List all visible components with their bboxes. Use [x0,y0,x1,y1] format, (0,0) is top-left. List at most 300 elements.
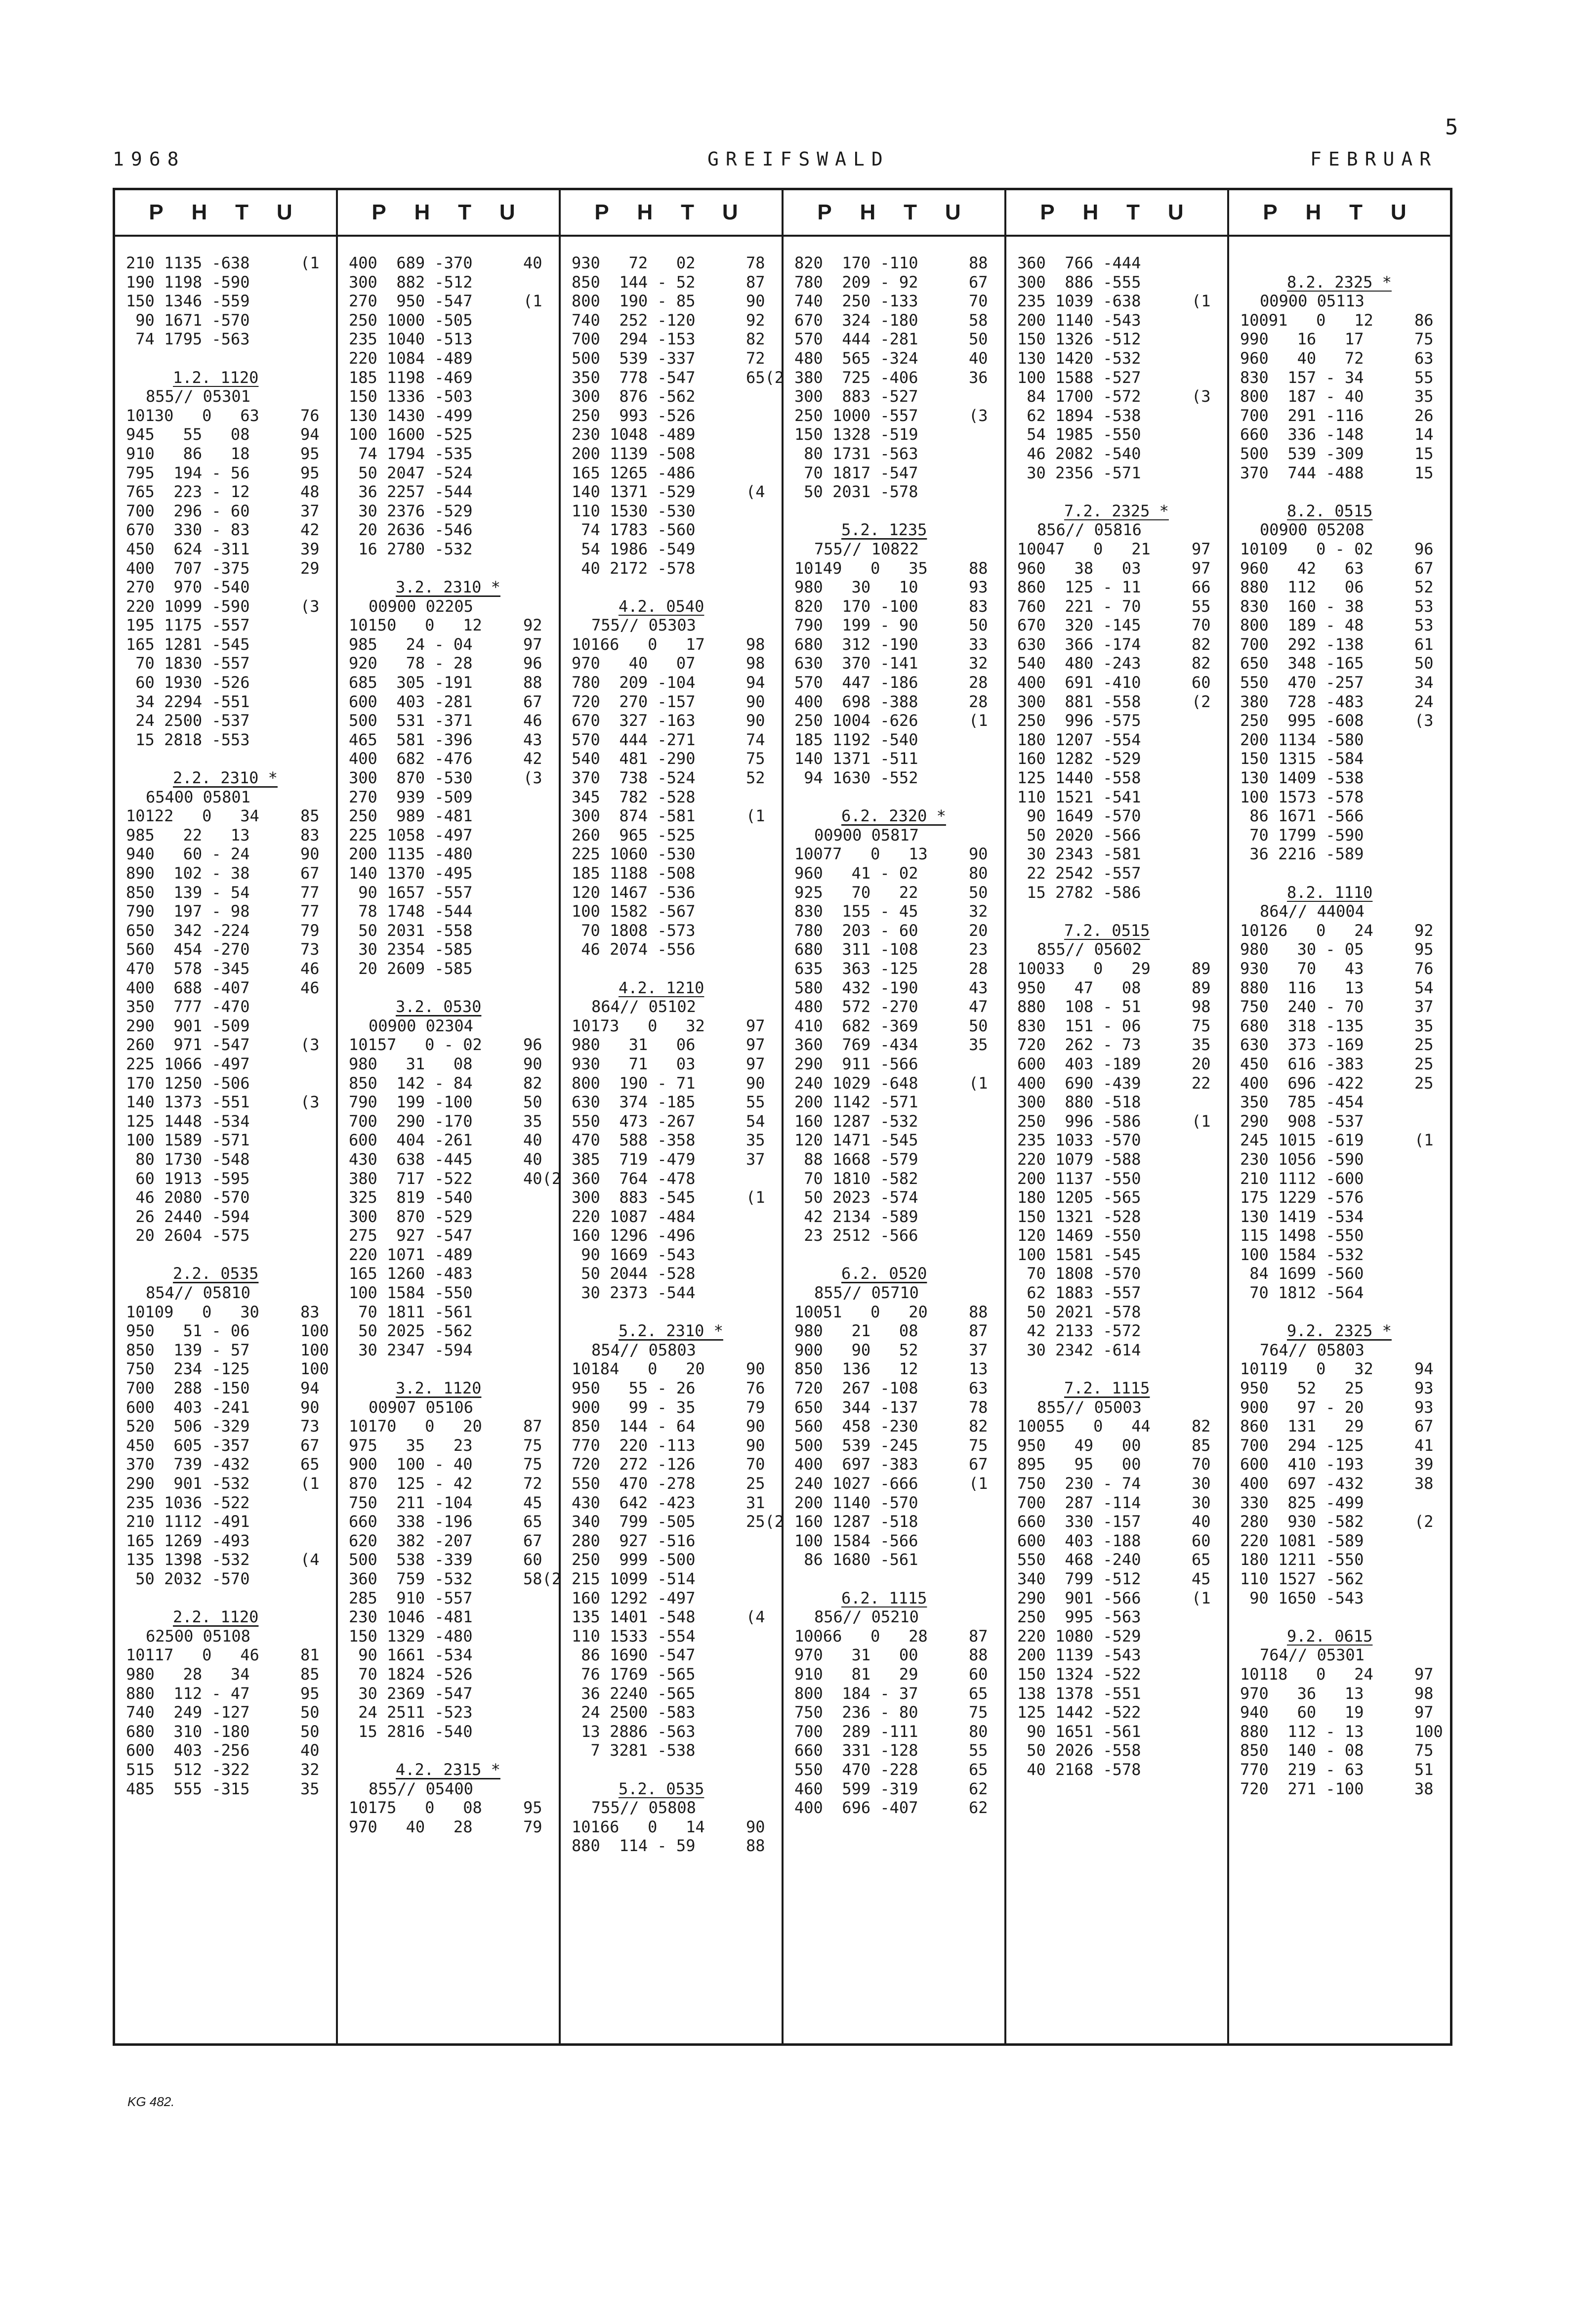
humidity-value: 82 [969,1417,988,1436]
humidity-value: 85 [300,1664,320,1684]
table-row [349,1303,550,1322]
pressure-height-temp-values: 400 697 -383 [794,1455,918,1474]
humidity-value [300,1493,327,1513]
pressure-height-temp-values: 30 2376 -529 [349,501,473,520]
table-row [794,1398,995,1417]
pressure-height-temp-values: 950 52 25 [1240,1379,1364,1398]
pressure-height-temp-values: 50 2020 -566 [1017,825,1141,845]
humidity-value: 28 [969,692,988,711]
humidity-value: 86 [1414,310,1434,330]
pressure-height-temp-values: 165 1260 -483 [349,1264,473,1283]
humidity-value: 76 [300,406,320,425]
humidity-value: 67 [1414,1417,1434,1436]
table-row [349,444,550,464]
humidity-value: 90 [746,1817,765,1836]
ascent-date-label: 2.2. 1120 [173,1607,259,1627]
humidity-value: 37 [969,1340,988,1359]
humidity-value: 95 [300,1684,320,1703]
table-row [1240,1131,1441,1150]
pressure-height-temp-values: 86 1690 -547 [572,1646,696,1665]
humidity-value: 88 [969,254,988,272]
table-row [572,292,773,311]
pressure-height-temp-values: 10051 0 20 [794,1302,928,1321]
humidity-value: 88 [746,1836,765,1856]
spacer [1017,482,1218,502]
table-row [1017,1074,1218,1093]
humidity-value: 53 [1414,596,1434,616]
table-row [1240,959,1441,978]
pressure-height-temp-values: 80 1730 -548 [126,1149,250,1169]
table-row [349,1188,550,1207]
table-row [572,520,773,540]
pressure-height-temp-values: 345 782 -528 [572,787,696,806]
table-row [126,997,327,1016]
table-row [349,864,550,883]
humidity-value [300,1055,327,1074]
table-row [1017,692,1218,712]
pressure-height-temp-values: 100 1582 -567 [572,902,696,921]
table-row [572,1207,773,1226]
humidity-value [523,788,550,807]
pressure-height-temp-values: 135 1401 -548 [572,1607,696,1627]
humidity-value: 20 [969,921,988,940]
pressure-height-temp-values: 50 2023 -574 [794,1188,918,1207]
humidity-value: (1 [1414,1131,1434,1150]
humidity-value [300,330,327,349]
table-row [1240,1055,1441,1074]
table-row [794,1055,995,1074]
table-row [572,502,773,521]
ascent-date-label: 9.2. 2325 * [1287,1321,1392,1341]
pressure-height-temp-values: 50 2044 -528 [572,1264,696,1283]
humidity-value [1192,330,1218,349]
station-code-label: 855// 05602 [1037,940,1142,959]
table-row [349,806,550,826]
pressure-height-temp-values: 800 184 - 37 [794,1684,918,1703]
pressure-height-temp-values: 630 374 -185 [572,1093,696,1112]
table-row [126,1703,327,1722]
table-row [572,368,785,387]
table-row [349,654,550,673]
humidity-value: 100 [1414,1722,1443,1741]
ascent-station-code [572,997,773,1016]
table-row [794,1379,995,1398]
pressure-height-temp-values: 260 971 -547 [126,1035,250,1055]
pressure-height-temp-values: 650 344 -137 [794,1397,918,1417]
table-row [1017,1589,1218,1608]
table-row [1240,1417,1441,1436]
humidity-value: 97 [523,634,542,654]
humidity-value: 65(2 [746,368,785,387]
pressure-height-temp-values: 130 1409 -538 [1240,768,1364,788]
humidity-value: 58(2 [523,1569,562,1588]
table-row [126,1417,327,1436]
header-month: FEBRUAR [1310,148,1438,170]
ascent-date-time [572,597,773,616]
humidity-value: 80 [969,1722,988,1741]
humidity-value [1192,1341,1218,1360]
pressure-height-temp-values: 24 2500 -583 [572,1703,696,1722]
humidity-value: 55 [1192,596,1211,616]
pressure-height-temp-values: 940 60 - 24 [126,845,250,864]
pressure-height-temp-values: 270 950 -547 [349,292,473,311]
humidity-value: 31 [746,1493,765,1512]
pressure-height-temp-values: 670 330 - 83 [126,520,250,540]
table-row [126,1016,327,1036]
table-row [572,425,773,444]
pressure-height-temp-values: 450 616 -383 [1240,1054,1364,1073]
table-row [349,273,550,292]
table-row [126,616,327,635]
humidity-value [300,1112,327,1131]
humidity-value: (2 [1414,1512,1434,1531]
table-row [1017,540,1218,559]
pressure-height-temp-values: 70 1812 -564 [1240,1283,1364,1303]
station-code-label: 856// 05816 [1037,520,1142,540]
table-row [349,349,550,368]
ascent-station-code [1240,292,1441,311]
ascent-date-time [1017,1379,1218,1398]
pressure-height-temp-values: 800 189 - 48 [1240,616,1364,635]
humidity-value [523,1321,550,1341]
table-row [572,654,773,673]
table-row [572,1550,773,1569]
humidity-value: (1 [746,1188,765,1207]
table-row [1017,788,1218,807]
table-row [1240,673,1441,692]
table-row [349,1703,550,1722]
humidity-value [523,482,550,502]
table-row [126,406,327,425]
table-row [1017,444,1218,464]
humidity-value [969,768,995,788]
ascent-station-code [1240,1646,1441,1665]
pressure-height-temp-values: 290 908 -537 [1240,1111,1364,1131]
table-row [1240,768,1441,788]
table-row [572,1417,773,1436]
table-row [1240,1226,1441,1245]
pressure-height-temp-values: 300 882 -512 [349,272,473,292]
table-row [126,578,327,597]
humidity-value: 97 [746,1016,765,1035]
pressure-height-temp-values: 850 140 - 08 [1240,1741,1364,1760]
table-row [126,482,327,502]
pressure-height-temp-values: 10109 0 30 [126,1302,259,1321]
table-row [1017,1760,1218,1779]
pressure-height-temp-values: 74 1783 -560 [572,520,696,540]
humidity-value: 90 [746,1359,765,1379]
table-row [349,540,550,559]
pressure-height-temp-values: 380 725 -406 [794,368,918,387]
column-header-label: P [1263,200,1278,224]
ascent-station-code [1017,520,1218,540]
humidity-value: 77 [300,902,320,921]
humidity-value [300,692,327,712]
table-row [1240,368,1441,387]
pressure-height-temp-values: 250 993 -526 [572,406,696,425]
pressure-height-temp-values: 70 1808 -570 [1017,1264,1141,1283]
ascent-date-time [349,1760,550,1779]
humidity-value [1414,1493,1441,1513]
humidity-value: 52 [746,768,765,788]
ascent-station-code [572,1341,773,1360]
pressure-height-temp-values: 970 31 00 [794,1646,918,1665]
table-row [349,1569,562,1589]
pressure-height-temp-values: 36 2216 -589 [1240,845,1364,864]
pressure-height-temp-values: 880 114 - 59 [572,1836,696,1856]
pressure-height-temp-values: 130 1419 -534 [1240,1207,1364,1226]
ascent-station-code [1240,902,1441,921]
table-row [572,1569,773,1589]
pressure-height-temp-values: 10119 0 32 [1240,1359,1373,1379]
pressure-height-temp-values: 930 72 02 [572,254,696,272]
pressure-height-temp-values: 950 55 - 26 [572,1379,696,1398]
humidity-value: 96 [523,1035,542,1055]
pressure-height-temp-values: 138 1378 -551 [1017,1684,1141,1703]
pressure-height-temp-values: 500 531 -371 [349,711,473,730]
table-row [572,692,773,712]
pressure-height-temp-values: 20 2636 -546 [349,520,473,540]
footer-code: KG 482. [127,2094,175,2109]
pressure-height-temp-values: 46 2074 -556 [572,940,696,959]
humidity-value: 38 [1414,1474,1434,1493]
pressure-height-temp-values: 88 1668 -579 [794,1149,918,1169]
humidity-value: 47 [969,997,988,1016]
spacer [1017,902,1218,921]
column-header-label: T [235,200,249,224]
pressure-height-temp-values: 720 271 -100 [1240,1779,1364,1798]
pressure-height-temp-values: 285 910 -557 [349,1588,473,1607]
table-row [1240,1074,1441,1093]
pressure-height-temp-values: 230 1056 -590 [1240,1149,1364,1169]
humidity-value [746,444,773,464]
humidity-value: (4 [300,1550,320,1569]
pressure-height-temp-values: 580 432 -190 [794,978,918,997]
table-row [126,1455,327,1474]
pressure-height-temp-values: 220 1080 -529 [1017,1626,1141,1646]
table-row [349,1817,550,1837]
pressure-height-temp-values: 470 578 -345 [126,959,250,978]
pressure-height-temp-values: 765 223 - 12 [126,482,250,502]
pressure-height-temp-values: 84 1700 -572 [1017,387,1141,406]
humidity-value [1414,1112,1441,1131]
table-column [338,190,561,2043]
table-row [794,330,995,349]
humidity-value: 97 [1414,1664,1434,1684]
humidity-value: 87 [746,272,765,292]
table-row [349,311,550,330]
humidity-value: 25 [746,1474,765,1493]
pressure-height-temp-values: 740 252 -120 [572,310,696,330]
table-row [126,502,327,521]
humidity-value: 90 [746,292,765,311]
column-header-label: H [1082,200,1099,224]
pressure-height-temp-values: 360 769 -434 [794,1035,918,1055]
humidity-value: 83 [969,596,988,616]
pressure-height-temp-values: 7 3281 -538 [572,1741,696,1760]
table-row [1017,1112,1218,1131]
ascent-date-time [126,1264,327,1283]
humidity-value [969,730,995,750]
pressure-height-temp-values: 650 348 -165 [1240,654,1364,673]
pressure-height-temp-values: 500 539 -337 [572,348,696,368]
humidity-value [1192,368,1218,387]
table-row [349,616,550,635]
table-row [572,1150,773,1169]
table-row [1017,368,1218,387]
pressure-height-temp-values: 960 42 63 [1240,558,1364,578]
ascent-date-label: 7.2. 0515 [1064,921,1150,940]
table-row [572,788,773,807]
humidity-value: (1 [300,1474,320,1493]
pressure-height-temp-values: 430 638 -445 [349,1149,473,1169]
pressure-height-temp-values: 62 1883 -557 [1017,1283,1141,1303]
table-row [126,1226,327,1245]
pressure-height-temp-values: 180 1207 -554 [1017,730,1141,749]
table-row [349,1417,550,1436]
pressure-height-temp-values: 850 136 12 [794,1359,918,1379]
humidity-value: 41 [1414,1436,1434,1455]
column-header-label: P [372,200,386,224]
table-row [1240,1093,1441,1112]
humidity-value: 75 [969,1436,988,1455]
humidity-value: 43 [523,730,542,749]
pressure-height-temp-values: 740 250 -133 [794,292,918,311]
pressure-height-temp-values: 160 1287 -518 [794,1512,918,1531]
table-row [1240,1112,1441,1131]
humidity-value: 13 [969,1359,988,1379]
humidity-value: 35 [1414,1016,1434,1035]
table-row [572,826,773,845]
humidity-value: 67 [1414,558,1434,578]
pressure-height-temp-values: 50 2047 -524 [349,463,473,482]
humidity-value: 90 [523,1054,542,1073]
table-row [794,1550,995,1569]
table-row [126,1207,327,1226]
humidity-value [1414,806,1441,826]
spacer [126,1589,327,1608]
pressure-height-temp-values: 860 131 29 [1240,1417,1364,1436]
humidity-value [1414,749,1441,768]
pressure-height-temp-values: 400 696 -407 [794,1798,918,1817]
ascent-date-label: 2.2. 2310 * [173,768,278,788]
pressure-height-temp-values: 340 799 -512 [1017,1569,1141,1588]
ascent-date-time [1240,1321,1441,1341]
pressure-height-temp-values: 325 819 -540 [349,1188,473,1207]
humidity-value: 90 [746,1073,765,1093]
humidity-value [300,1131,327,1150]
station-code-label: 00900 05208 [1260,520,1365,540]
table-row [572,1016,773,1036]
table-row [1017,1264,1218,1283]
pressure-height-temp-values: 30 2369 -547 [349,1684,473,1703]
pressure-height-temp-values: 90 1650 -543 [1240,1588,1364,1607]
table-row [794,1016,995,1036]
humidity-value: 63 [969,1379,988,1398]
humidity-value [746,464,773,483]
table-row [1240,578,1441,597]
table-row [572,1379,773,1398]
pressure-height-temp-values: 850 139 - 54 [126,883,250,902]
table-row [126,692,327,712]
table-row [794,1226,995,1245]
table-row [349,1207,550,1226]
table-row [572,902,773,921]
table-row [349,1245,550,1265]
humidity-value [523,1341,550,1360]
pressure-height-temp-values: 13 2886 -563 [572,1722,696,1741]
station-code-label: 864// 44004 [1260,902,1365,921]
humidity-value: 25 [1414,1073,1434,1093]
table-row [572,330,773,349]
humidity-value [300,616,327,635]
table-row [349,1512,550,1531]
table-row [794,711,995,730]
table-row [1240,1188,1441,1207]
pressure-height-temp-values: 700 291 -116 [1240,406,1364,425]
table-row [349,1226,550,1245]
table-row [572,635,773,654]
pressure-height-temp-values: 185 1198 -469 [349,368,473,387]
humidity-value [300,730,327,750]
spacer [1240,254,1441,273]
table-row [126,1493,327,1513]
ascent-date-time [572,978,773,998]
table-row [794,254,995,273]
table-row [1017,768,1218,788]
pressure-height-temp-values: 600 403 -189 [1017,1054,1141,1073]
pressure-height-temp-values: 90 1649 -570 [1017,806,1141,826]
humidity-value [746,1550,773,1569]
humidity-value: 82 [523,1073,542,1093]
pressure-height-temp-values: 750 240 - 70 [1240,997,1364,1016]
pressure-height-temp-values: 42 2134 -589 [794,1207,918,1226]
pressure-height-temp-values: 165 1269 -493 [126,1531,250,1550]
pressure-height-temp-values: 750 236 - 80 [794,1703,918,1722]
table-row [794,1093,995,1112]
pressure-height-temp-values: 90 1669 -543 [572,1245,696,1264]
humidity-value [1192,464,1218,483]
table-row [126,1436,327,1455]
humidity-value [523,806,550,826]
table-row [126,845,327,864]
humidity-value: 90 [746,711,765,730]
station-code-label: 755// 05303 [591,616,696,635]
humidity-value: 75 [1414,330,1434,349]
pressure-height-temp-values: 250 1004 -626 [794,711,918,730]
pressure-height-temp-values: 100 1584 -566 [794,1531,918,1550]
table-row [572,387,773,406]
table-row [572,1169,773,1188]
humidity-value: 97 [746,1035,765,1055]
humidity-value [300,654,327,673]
pressure-height-temp-values: 160 1296 -496 [572,1226,696,1245]
table-row [126,1169,327,1188]
table-row [572,1684,773,1703]
humidity-value [300,1016,327,1036]
pressure-height-temp-values: 400 707 -375 [126,558,250,578]
pressure-height-temp-values: 90 1661 -534 [349,1646,473,1665]
table-row [1017,1417,1218,1436]
humidity-value [523,520,550,540]
table-row [1240,978,1441,998]
column-header-label: U [499,200,515,224]
table-row [349,1436,550,1455]
pressure-height-temp-values: 515 512 -322 [126,1760,250,1779]
pressure-height-temp-values: 250 1000 -505 [349,310,473,330]
table-row [572,1398,773,1417]
table-row [794,1455,995,1474]
